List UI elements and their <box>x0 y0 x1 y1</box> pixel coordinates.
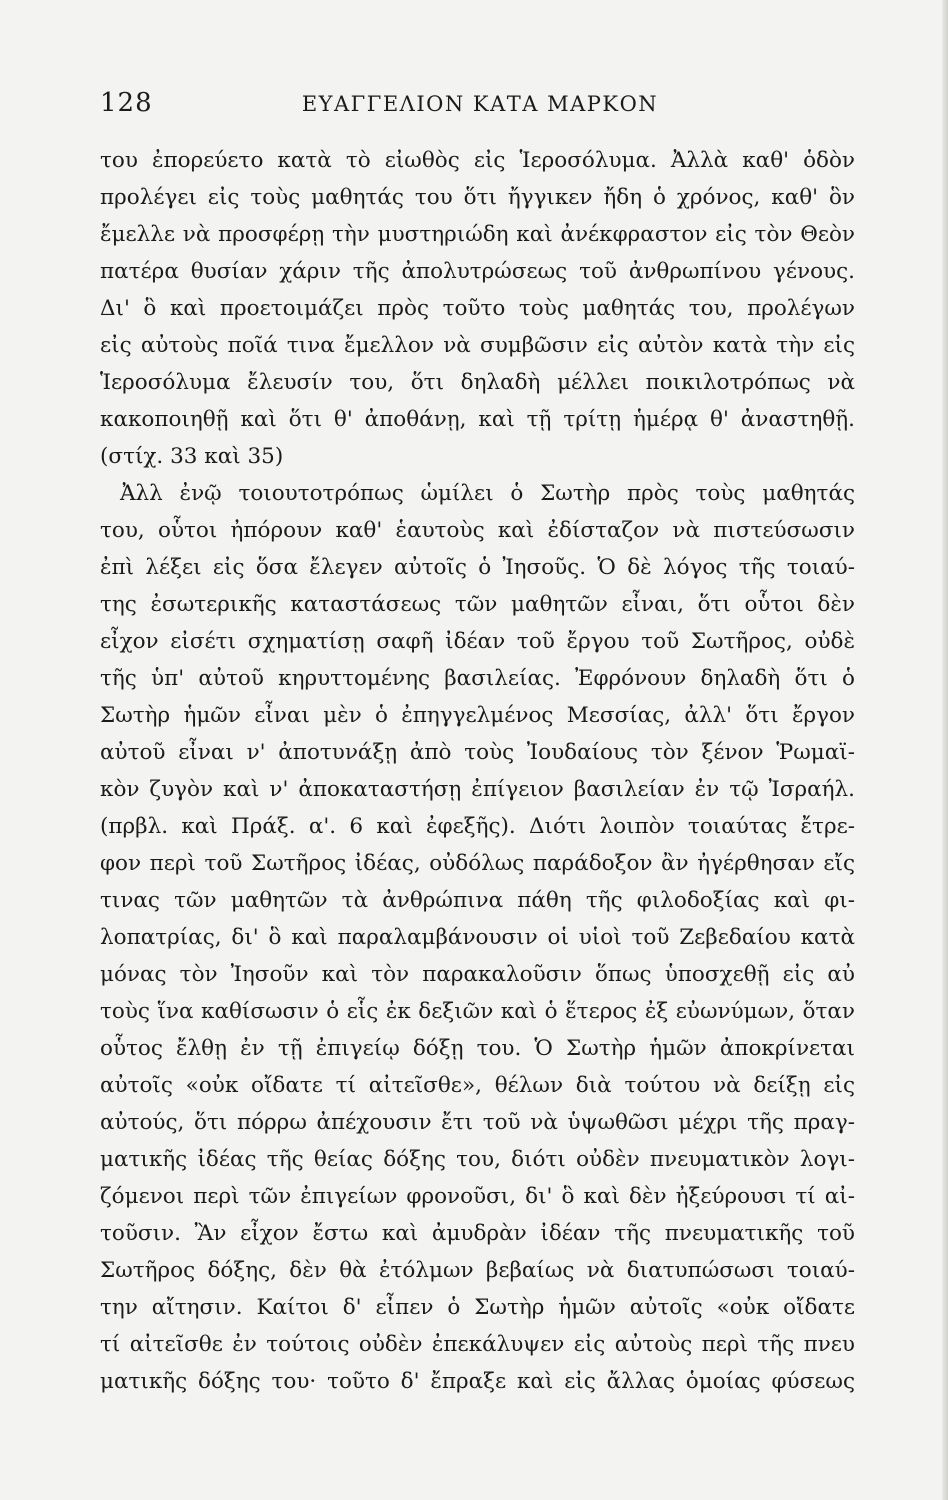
text-line: ἐπὶ λέξει εἰς ὅσα ἔλεγεν αὐτοῖς ὁ Ἰησοῦς. Ὁ δὲ λόγος τῆς τοιαύ- <box>100 555 855 580</box>
text-line: εἶχον εἰσέτι σχηματίσῃ σαφῆ ἰδέαν τοῦ ἔργου τοῦ Σωτῆρος, οὐδὲ <box>100 629 855 654</box>
page-number: 128 <box>100 88 153 118</box>
text-line: ματικῆς ἰδέας τῆς θείας δόξης του, διότι οὐδὲν πνευματικὸν λογι- <box>100 1147 855 1172</box>
running-title: ΕΥΑΓΓΕΛΙΟΝ ΚΑΤΑ ΜΑΡΚΟΝ <box>301 92 659 116</box>
text-line: κακοποιηθῇ καὶ ὅτι θ' ἀποθάνῃ, καὶ τῇ τρίτῃ ἡμέρᾳ θ' ἀναστηθῇ. <box>100 407 855 432</box>
text-line: μόνας τὸν Ἰησοῦν καὶ τὸν παρακαλοῦσιν ὅπως ὑποσχεθῇ εἰς αὐ <box>100 962 855 987</box>
text-line: τινας τῶν μαθητῶν τὰ ἀνθρώπινα πάθη τῆς φιλοδοξίας καὶ φι- <box>100 888 855 913</box>
text-line: τοῦσιν. Ἂν εἶχον ἔστω καὶ ἀμυδρὰν ἰδέαν τῆς πνευματικῆς τοῦ <box>100 1221 855 1246</box>
text-line: ἔμελλε νὰ προσφέρῃ τὴν μυστηριώδη καὶ ἀνέκφραστον εἰς τὸν Θεὸν <box>100 222 855 247</box>
text-line: αὐτούς, ὅτι πόρρω ἀπέχουσιν ἔτι τοῦ νὰ ὑψωθῶσι μέχρι τῆς πραγ- <box>100 1110 855 1135</box>
text-line: αὐτοῦ εἶναι ν' ἀποτυνάξῃ ἀπὸ τοὺς Ἰουδαίους τὸν ξένον Ῥωμαϊ- <box>100 740 855 765</box>
text-line: ζόμενοι περὶ τῶν ἐπιγείων φρονοῦσι, δι' ὃ καὶ δὲν ἠξεύρουσι τί αἰ- <box>100 1184 855 1209</box>
page-header <box>100 88 860 128</box>
text-line: Δι' ὃ καὶ προετοιμάζει πρὸς τοῦτο τοὺς μαθητάς του, προλέγων <box>100 296 855 321</box>
text-line: Ἀλλ ἐνῷ τοιουτοτρόπως ὡμίλει ὁ Σωτὴρ πρὸς τοὺς μαθητάς <box>120 481 855 506</box>
text-line: την αἴτησιν. Καίτοι δ' εἶπεν ὁ Σωτὴρ ἡμῶν αὐτοῖς «οὐκ οἴδατε <box>100 1295 855 1320</box>
body-text <box>100 142 855 1400</box>
text-line: προλέγει εἰς τοὺς μαθητάς του ὅτι ἤγγικεν ἤδη ὁ χρόνος, καθ' ὃν <box>100 185 855 210</box>
text-line: πατέρα θυσίαν χάριν τῆς ἀπολυτρώσεως τοῦ ἀνθρωπίνου γένους. <box>100 259 855 284</box>
text-line: αὐτοῖς «οὐκ οἴδατε τί αἰτεῖσθε», θέλων διὰ τούτου νὰ δείξῃ εἰς <box>100 1073 855 1098</box>
text-line: (πρβλ. καὶ Πράξ. α'. 6 καὶ ἐφεξῆς). Διότι λοιπὸν τοιαύτας ἔτρε- <box>100 814 855 839</box>
text-line: του, οὗτοι ἠπόρουν καθ' ἑαυτοὺς καὶ ἐδίσταζον νὰ πιστεύσωσιν <box>100 518 855 543</box>
text-line: τῆς ὑπ' αὐτοῦ κηρυττομένης βασιλείας. Ἐφρόνουν δηλαδὴ ὅτι ὁ <box>100 666 855 691</box>
text-line: οὗτος ἔλθῃ ἐν τῇ ἐπιγείῳ δόξῃ του. Ὁ Σωτὴρ ἡμῶν ἀποκρίνεται <box>100 1036 855 1061</box>
text-line: τί αἰτεῖσθε ἐν τούτοις οὐδὲν ἐπεκάλυψεν εἰς αὐτοὺς περὶ τῆς πνευ <box>100 1332 855 1357</box>
text-line: Ἱεροσόλυμα ἔλευσίν του, ὅτι δηλαδὴ μέλλει ποικιλοτρόπως νὰ <box>100 370 855 395</box>
text-line: κὸν ζυγὸν καὶ ν' ἀποκαταστήσῃ ἐπίγειον βασιλείαν ἐν τῷ Ἰσραήλ. <box>100 777 855 802</box>
page-edge-shadow <box>942 0 948 1500</box>
text-line: της ἐσωτερικῆς καταστάσεως τῶν μαθητῶν εἶναι, ὅτι οὗτοι δὲν <box>100 592 855 617</box>
text-line: του ἐπορεύετο κατὰ τὸ εἰωθὸς εἰς Ἱεροσόλυμα. Ἀλλὰ καθ' ὁδὸν <box>100 148 855 173</box>
text-line: εἰς αὐτοὺς ποῖά τινα ἔμελλον νὰ συμβῶσιν εἰς αὐτὸν κατὰ τὴν εἰς <box>100 333 855 358</box>
text-line: Σωτὴρ ἡμῶν εἶναι μὲν ὁ ἐπηγγελμένος Μεσσίας, ἀλλ' ὅτι ἔργον <box>100 703 855 728</box>
text-line: (στίχ. 33 καὶ 35) <box>100 444 284 469</box>
text-line: λοπατρίας, δι' ὃ καὶ παραλαμβάνουσιν οἱ υἱοὶ τοῦ Ζεβεδαίου κατὰ <box>100 925 855 950</box>
text-line: Σωτῆρος δόξης, δὲν θὰ ἐτόλμων βεβαίως νὰ διατυπώσωσι τοιαύ- <box>100 1258 855 1283</box>
text-line: τοὺς ἵνα καθίσωσιν ὁ εἷς ἐκ δεξιῶν καὶ ὁ ἕτερος ἐξ εὐωνύμων, ὅταν <box>100 999 855 1024</box>
text-line: ματικῆς δόξης του· τοῦτο δ' ἔπραξε καὶ εἰς ἄλλας ὁμοίας φύσεως <box>100 1369 855 1394</box>
text-line: φον περὶ τοῦ Σωτῆρος ἰδέας, οὐδόλως παράδοξον ἂν ἠγέρθησαν εἴς <box>100 851 855 876</box>
